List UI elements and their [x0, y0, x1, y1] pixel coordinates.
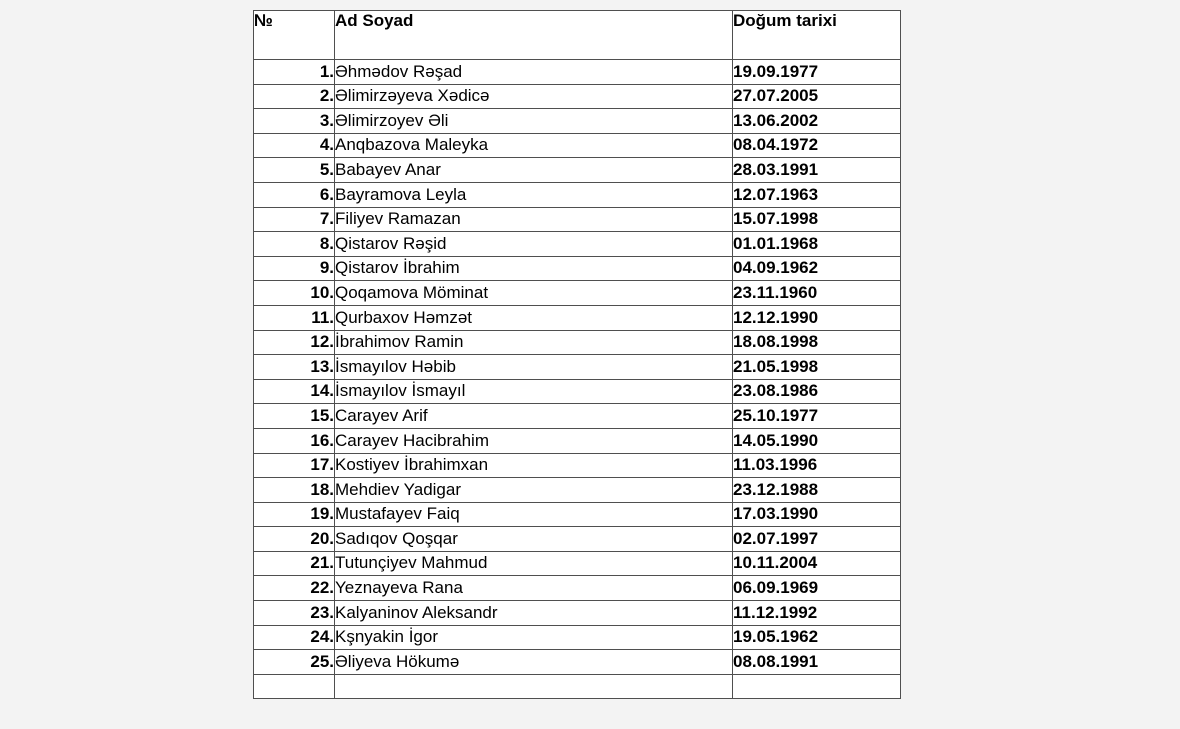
person-name-cell: Kşnyakin İgor	[335, 625, 733, 650]
person-name-cell: Tutunçiyev Mahmud	[335, 551, 733, 576]
row-number-cell: 12.	[254, 330, 335, 355]
table-row	[254, 527, 901, 552]
table-row	[254, 330, 901, 355]
row-number-cell: 18.	[254, 478, 335, 503]
birth-date-cell: 21.05.1998	[733, 355, 901, 380]
table-row	[254, 576, 901, 601]
row-number-cell: 14.	[254, 379, 335, 404]
birth-date-cell: 10.11.2004	[733, 551, 901, 576]
row-number-cell: 11.	[254, 305, 335, 330]
person-name-cell: Anqbazova Maleyka	[335, 133, 733, 158]
row-number-cell: 9.	[254, 256, 335, 281]
table-row	[254, 428, 901, 453]
table-row	[254, 158, 901, 183]
row-number-cell: 10.	[254, 281, 335, 306]
empty-cell-no	[254, 674, 335, 698]
row-number-cell: 21.	[254, 551, 335, 576]
person-name-cell: Babayev Anar	[335, 158, 733, 183]
birth-date-cell: 23.12.1988	[733, 478, 901, 503]
person-name-cell: Əlimirzəyeva Xədicə	[335, 84, 733, 109]
header-name: Ad Soyad	[335, 11, 733, 60]
empty-cell-dob	[733, 674, 901, 698]
birth-date-cell: 27.07.2005	[733, 84, 901, 109]
person-name-cell: Qurbaxov Həmzət	[335, 305, 733, 330]
row-number-cell: 15.	[254, 404, 335, 429]
row-number-cell: 3.	[254, 109, 335, 134]
table-row	[254, 650, 901, 675]
table-row	[254, 502, 901, 527]
header-row	[254, 11, 901, 60]
row-number-cell: 23.	[254, 601, 335, 626]
birth-date-cell: 23.08.1986	[733, 379, 901, 404]
table-row	[254, 256, 901, 281]
table-row	[254, 207, 901, 232]
row-number-cell: 4.	[254, 133, 335, 158]
table-row	[254, 453, 901, 478]
row-number-cell: 13.	[254, 355, 335, 380]
person-name-cell: Qistarov Rəşid	[335, 232, 733, 257]
birth-date-cell: 14.05.1990	[733, 428, 901, 453]
table-row	[254, 355, 901, 380]
table-row	[254, 60, 901, 85]
person-name-cell: Mustafayev Faiq	[335, 502, 733, 527]
row-number-cell: 2.	[254, 84, 335, 109]
row-number-cell: 24.	[254, 625, 335, 650]
birth-date-cell: 11.12.1992	[733, 601, 901, 626]
birth-date-cell: 13.06.2002	[733, 109, 901, 134]
person-name-cell: Qoqamova Möminat	[335, 281, 733, 306]
table-row	[254, 232, 901, 257]
birth-date-cell: 06.09.1969	[733, 576, 901, 601]
table-row	[254, 133, 901, 158]
row-number-cell: 20.	[254, 527, 335, 552]
birth-date-cell: 01.01.1968	[733, 232, 901, 257]
person-name-cell: Mehdiev Yadigar	[335, 478, 733, 503]
birth-date-cell: 08.08.1991	[733, 650, 901, 675]
table-row	[254, 379, 901, 404]
row-number-cell: 1.	[254, 60, 335, 85]
table-row	[254, 551, 901, 576]
row-number-cell: 19.	[254, 502, 335, 527]
row-number-cell: 17.	[254, 453, 335, 478]
table-row	[254, 404, 901, 429]
table-row	[254, 625, 901, 650]
person-name-cell: Sadıqov Qoşqar	[335, 527, 733, 552]
birth-date-cell: 28.03.1991	[733, 158, 901, 183]
person-name-cell: İbrahimov Ramin	[335, 330, 733, 355]
person-name-cell: Carayev Arif	[335, 404, 733, 429]
empty-row	[254, 674, 901, 698]
row-number-cell: 16.	[254, 428, 335, 453]
person-name-cell: Kostiyev İbrahimxan	[335, 453, 733, 478]
person-name-cell: Carayev Hacibrahim	[335, 428, 733, 453]
person-name-cell: Qistarov İbrahim	[335, 256, 733, 281]
person-name-cell: İsmayılov İsmayıl	[335, 379, 733, 404]
empty-cell-name	[335, 674, 733, 698]
birth-date-cell: 25.10.1977	[733, 404, 901, 429]
person-name-cell: Əlimirzoyev Əli	[335, 109, 733, 134]
birth-date-cell: 15.07.1998	[733, 207, 901, 232]
birth-date-cell: 23.11.1960	[733, 281, 901, 306]
person-name-cell: Kalyaninov Aleksandr	[335, 601, 733, 626]
birth-date-cell: 18.08.1998	[733, 330, 901, 355]
table-row	[254, 281, 901, 306]
table-row	[254, 84, 901, 109]
birth-date-cell: 02.07.1997	[733, 527, 901, 552]
row-number-cell: 5.	[254, 158, 335, 183]
birth-date-cell: 11.03.1996	[733, 453, 901, 478]
header-dob: Doğum tarixi	[733, 11, 901, 60]
header-no: №	[254, 11, 335, 60]
person-name-cell: Yeznayeva Rana	[335, 576, 733, 601]
roster-table	[253, 10, 901, 699]
birth-date-cell: 19.09.1977	[733, 60, 901, 85]
person-name-cell: Əliyeva Hökumə	[335, 650, 733, 675]
table-row	[254, 305, 901, 330]
birth-date-cell: 19.05.1962	[733, 625, 901, 650]
row-number-cell: 22.	[254, 576, 335, 601]
birth-date-cell: 08.04.1972	[733, 133, 901, 158]
birth-date-cell: 17.03.1990	[733, 502, 901, 527]
table-row	[254, 601, 901, 626]
person-name-cell: İsmayılov Həbib	[335, 355, 733, 380]
table-row	[254, 109, 901, 134]
table-row	[254, 478, 901, 503]
row-number-cell: 8.	[254, 232, 335, 257]
row-number-cell: 7.	[254, 207, 335, 232]
person-name-cell: Filiyev Ramazan	[335, 207, 733, 232]
birth-date-cell: 12.07.1963	[733, 182, 901, 207]
birth-date-cell: 04.09.1962	[733, 256, 901, 281]
row-number-cell: 25.	[254, 650, 335, 675]
row-number-cell: 6.	[254, 182, 335, 207]
person-name-cell: Bayramova Leyla	[335, 182, 733, 207]
birth-date-cell: 12.12.1990	[733, 305, 901, 330]
person-name-cell: Əhmədov Rəşad	[335, 60, 733, 85]
table-row	[254, 182, 901, 207]
